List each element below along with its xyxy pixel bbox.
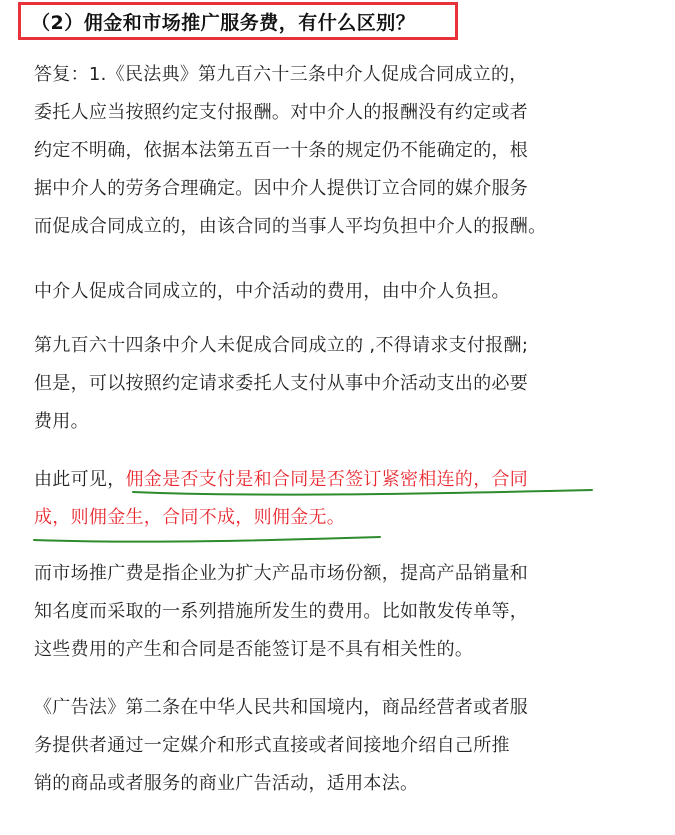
text-line: 而市场推广费是指企业为扩大产品市场份额，提高产品销量和 [34,563,529,584]
paragraph-conclusion [34,461,654,537]
paragraph-intermediary-costs [34,273,654,311]
paragraph-market-promotion [34,555,654,669]
text-line: 这些费用的产生和合同是否能签订是不具有相关性的。 [34,639,474,660]
section-title: （2）佣金和市场推广服务费，有什么区别？ [31,11,416,34]
conclusion-prefix: 由此可见， [34,469,126,490]
highlighted-text: 成，则佣金生，合同不成，则佣金无。 [34,507,346,528]
text-line: 答复：1.《民法典》第九百六十三条中介人促成合同成立的， [34,64,528,85]
text-line: 费用。 [34,411,89,432]
text-line: 务提供者通过一定媒介和形式直接或者间接地介绍自己所推 [34,735,510,756]
text-line [34,461,654,499]
text-line: 委托人应当按照约定支付报酬。对中介人的报酬没有约定或者 [34,102,529,123]
text-line: 约定不明确，依据本法第五百一十条的规定仍不能确定的，根 [34,140,529,161]
paragraph-civil-code-963 [34,56,654,246]
text-line: 《广告法》第二条在中华人民共和国境内，商品经营者或者服 [34,697,529,718]
paragraph-civil-code-964 [34,327,654,441]
text-line: 中介人促成合同成立的，中介活动的费用，由中介人负担。 [34,281,510,302]
text-line: 第九百六十四条中介人未促成合同成立的 ,不得请求支付报酬; [34,335,529,356]
text-line: 但是，可以按照约定请求委托人支付从事中介活动支出的必要 [34,373,529,394]
highlighted-text: 佣金是否支付是和合同是否签订紧密相连的，合同 [125,469,529,490]
text-line: 而促成合同成立的，由该合同的当事人平均负担中介人的报酬。 [34,216,547,237]
section-title-box [18,2,458,40]
text-line: 销的商品或者服务的商业广告活动，适用本法。 [34,773,419,794]
paragraph-advertising-law [34,689,654,803]
text-line: 知名度而采取的一系列措施所发生的费用。比如散发传单等， [34,601,529,622]
text-line: 据中介人的劳务合理确定。因中介人提供订立合同的媒介服务 [34,178,529,199]
